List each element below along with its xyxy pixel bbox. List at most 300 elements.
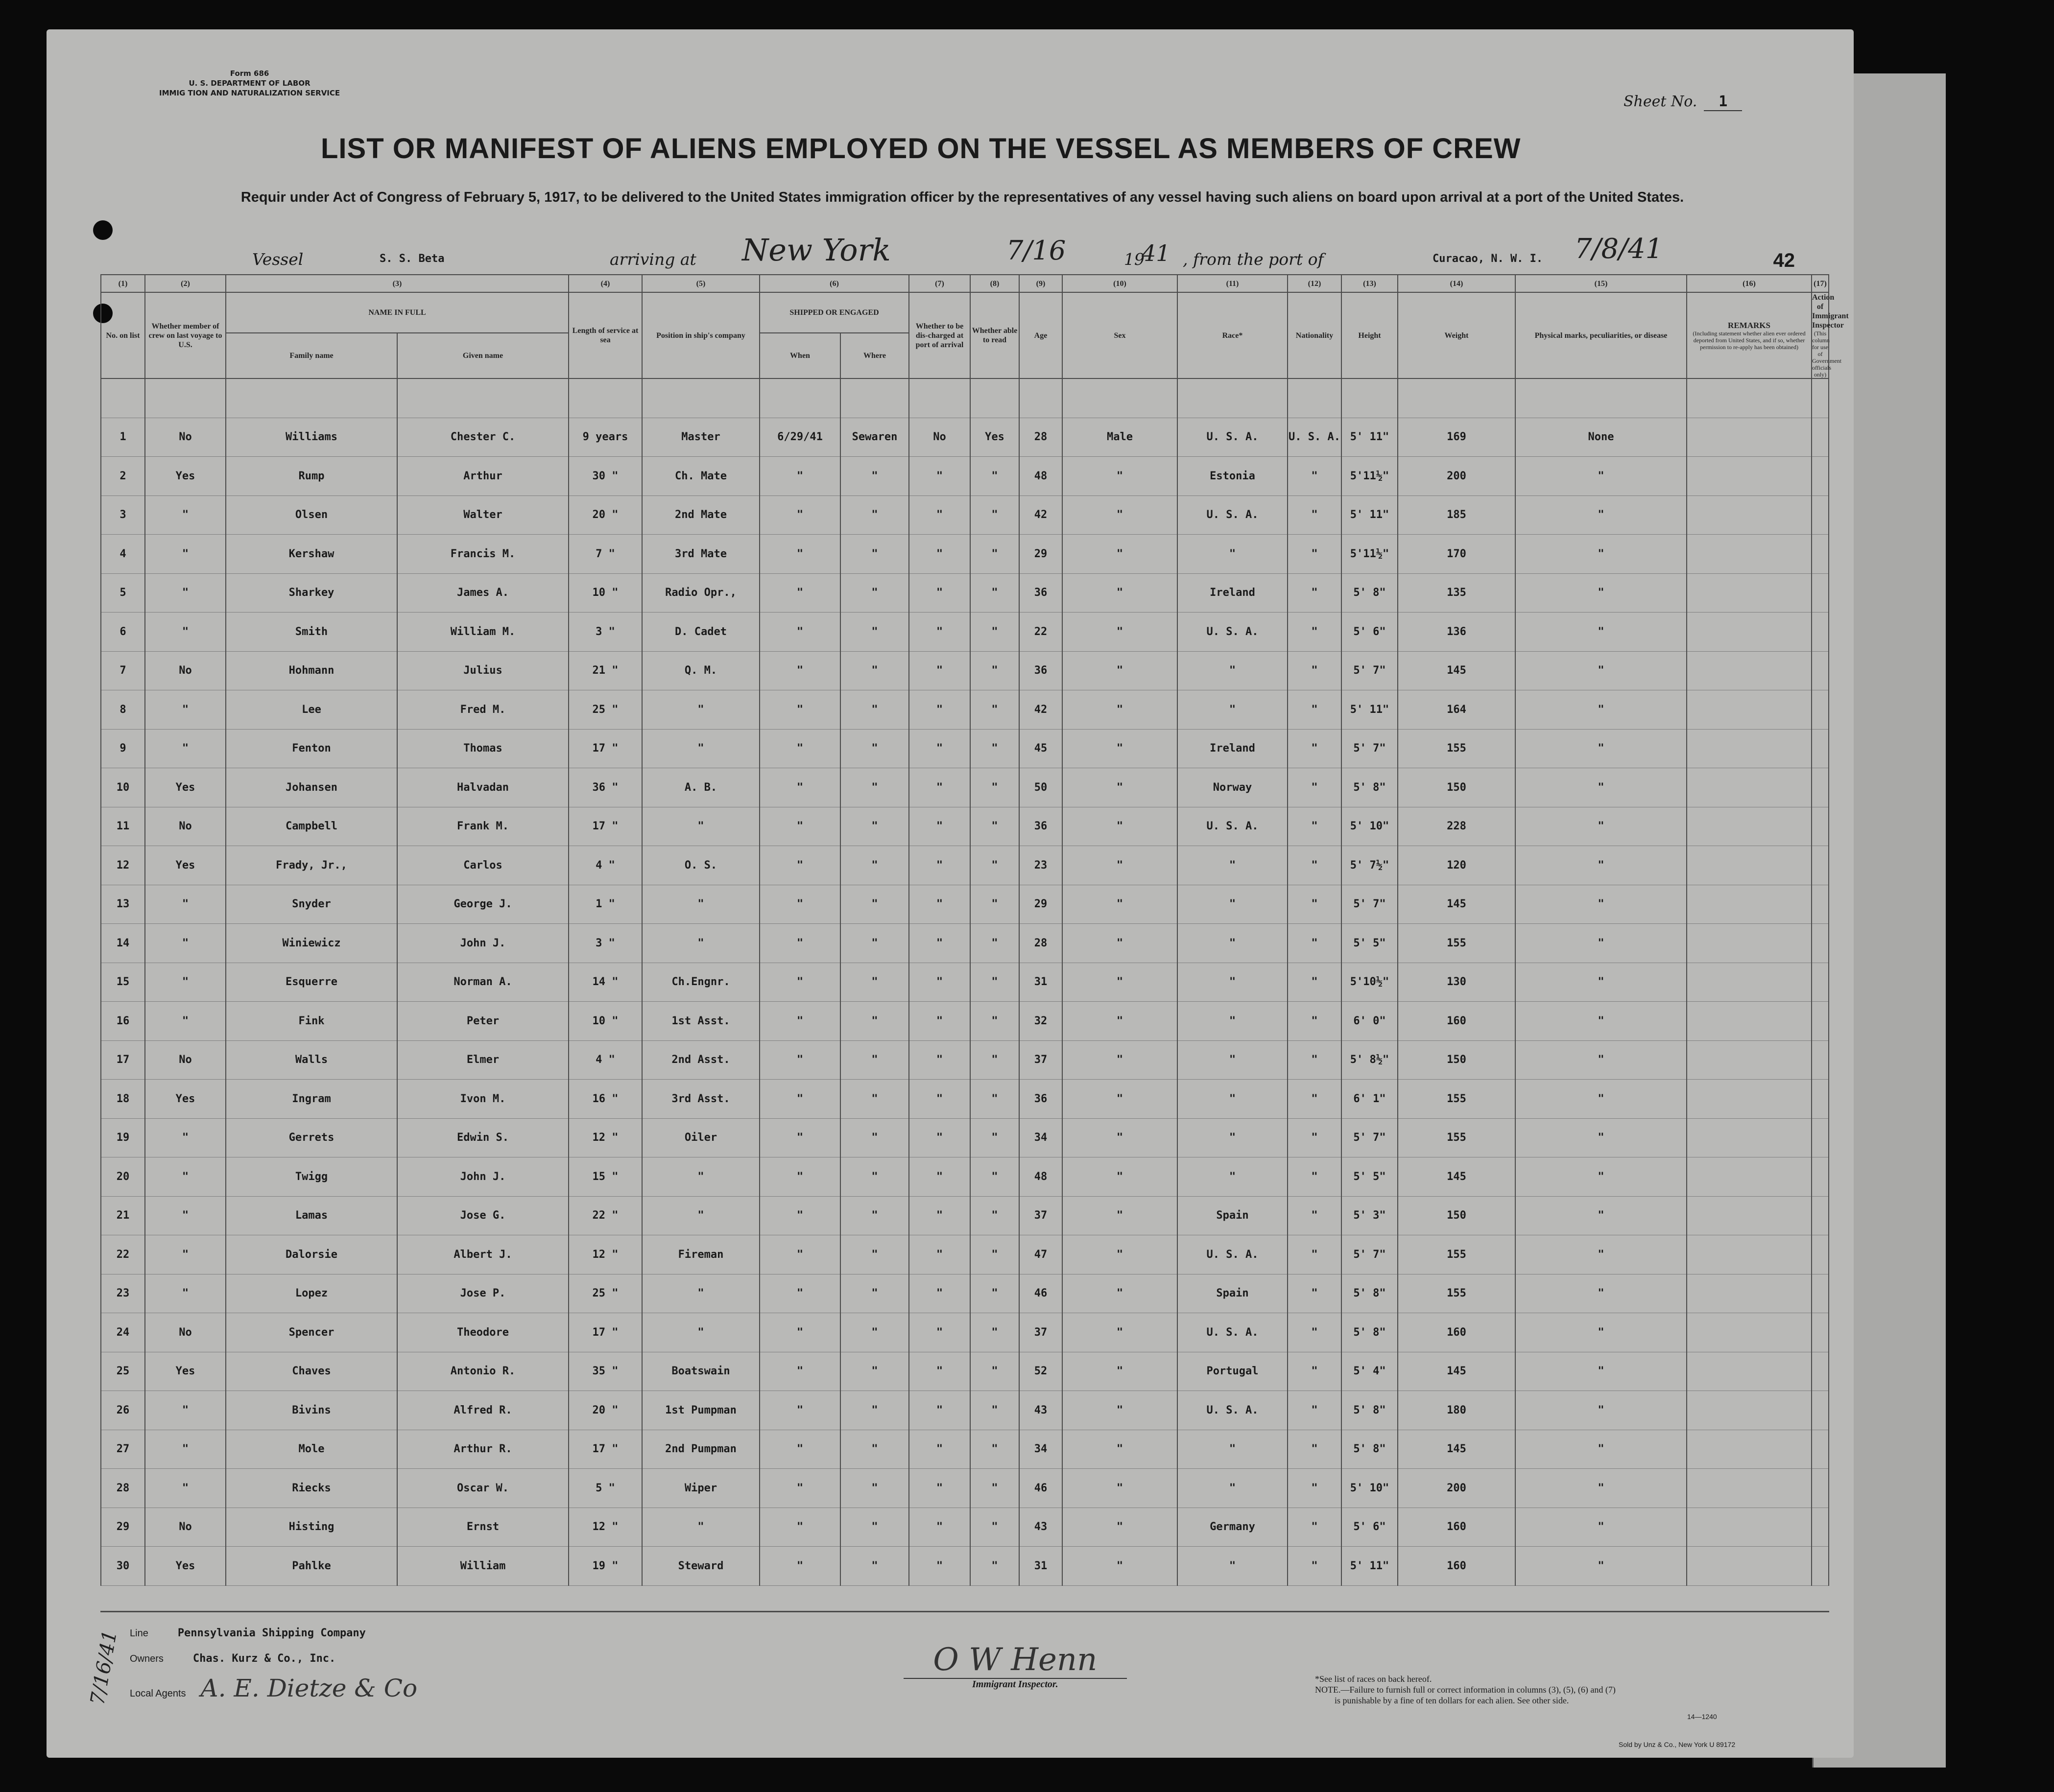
cell-age: 29 (1019, 535, 1062, 574)
cell-position: 3rd Mate (642, 535, 760, 574)
cell-disch: " (909, 573, 970, 613)
cell-family: Winiewicz (226, 924, 397, 963)
cell-given: Francis M. (397, 535, 569, 574)
cell-remarks (1687, 1508, 1812, 1547)
cell-marks: " (1515, 807, 1687, 846)
cell-position: Master (642, 418, 760, 457)
cell-nat: " (1288, 1080, 1341, 1119)
cell-read: " (970, 1235, 1019, 1274)
cell-length: 4 " (569, 1040, 642, 1080)
inspector-signature: O W Henn (933, 1642, 1098, 1678)
cell-length: 5 " (569, 1469, 642, 1508)
cell-family: Sharkey (226, 573, 397, 613)
cell-sex: " (1062, 457, 1177, 496)
cell-length: 3 " (569, 924, 642, 963)
cell-marks: " (1515, 1430, 1687, 1469)
cell-given: Norman A. (397, 963, 569, 1002)
table-row (101, 729, 1829, 768)
table-row (101, 1040, 1829, 1080)
cell-no: 30 (101, 1547, 145, 1586)
cell-given: Peter (397, 1002, 569, 1041)
cell-no: 12 (101, 846, 145, 885)
table-row (101, 1235, 1829, 1274)
crew-manifest-table (100, 274, 1849, 1586)
cell-no: 9 (101, 729, 145, 768)
cell-remarks (1687, 1080, 1812, 1119)
line-value: Pennsylvania Shipping Company (177, 1627, 366, 1639)
cell-marks: " (1515, 1157, 1687, 1197)
cell-when: " (760, 1469, 840, 1508)
cell-no: 24 (101, 1313, 145, 1352)
cell-last: " (145, 690, 226, 730)
crew-rows (101, 418, 1829, 1585)
cell-nat: " (1288, 1430, 1341, 1469)
cell-when: " (760, 535, 840, 574)
cell-length: 12 " (569, 1508, 642, 1547)
cell-weight: 160 (1398, 1313, 1515, 1352)
cell-last: No (145, 1040, 226, 1080)
cell-disch: " (909, 1080, 970, 1119)
cell-length: 12 " (569, 1118, 642, 1157)
cell-age: 42 (1019, 495, 1062, 535)
cell-read: " (970, 1157, 1019, 1197)
cell-last: " (145, 1002, 226, 1041)
cell-sex: " (1062, 1352, 1177, 1391)
cell-disch: " (909, 1313, 970, 1352)
cell-sex: " (1062, 651, 1177, 690)
cell-race: " (1177, 1040, 1288, 1080)
page-subtitle: Requir under Act of Congress of February 5, 1917, to be delivered to the United States immigration officer by the representatives of any vessel having such aliens on board upon arrival at a port of the United States. (240, 189, 1684, 205)
cell-height: 5' 7" (1341, 885, 1398, 924)
cell-race: " (1177, 1118, 1288, 1157)
cell-no: 13 (101, 885, 145, 924)
cell-remarks (1687, 1002, 1812, 1041)
cell-disch: " (909, 690, 970, 730)
department-name: U. S. DEPARTMENT OF LABOR (189, 79, 310, 88)
cell-disch: " (909, 535, 970, 574)
cell-read: " (970, 1313, 1019, 1352)
cell-position: Q. M. (642, 651, 760, 690)
cell-read: " (970, 651, 1019, 690)
cell-family: Lee (226, 690, 397, 730)
cell-remarks (1687, 573, 1812, 613)
cell-where: " (840, 1352, 909, 1391)
cell-height: 5' 7" (1341, 729, 1398, 768)
cell-length: 10 " (569, 573, 642, 613)
from-port: Curacao, N. W. I. (1433, 253, 1543, 265)
cell-family: Gerrets (226, 1118, 397, 1157)
cell-last: " (145, 1118, 226, 1157)
header-family-name: Family name (226, 333, 397, 378)
cell-no: 2 (101, 457, 145, 496)
cell-disch: " (909, 651, 970, 690)
cell-sex: " (1062, 613, 1177, 652)
cell-when: " (760, 1040, 840, 1080)
column-header-row (101, 292, 1829, 333)
arrival-date: 7/16 (1006, 235, 1066, 266)
cell-when: " (760, 1508, 840, 1547)
cell-nat: " (1288, 1157, 1341, 1197)
header-position: Position in ship's company (642, 292, 760, 378)
cell-height: 5' 7" (1341, 651, 1398, 690)
table-row (101, 535, 1829, 574)
cell-remarks (1687, 924, 1812, 963)
service-name: IMMIG TION AND NATURALIZATION SERVICE (159, 89, 340, 97)
cell-family: Mole (226, 1430, 397, 1469)
cell-disch: " (909, 1157, 970, 1197)
departure-date: 7/8/41 (1575, 233, 1663, 265)
cell-where: " (840, 1469, 909, 1508)
cell-length: 20 " (569, 495, 642, 535)
cell-age: 36 (1019, 1080, 1062, 1119)
cell-action (1812, 768, 1829, 807)
cell-remarks (1687, 768, 1812, 807)
cell-action (1812, 1352, 1829, 1391)
cell-family: Olsen (226, 495, 397, 535)
cell-marks: " (1515, 1080, 1687, 1119)
cell-family: Johansen (226, 768, 397, 807)
manifest-sheet (47, 29, 1854, 1758)
cell-when: " (760, 1391, 840, 1430)
cell-where: " (840, 1274, 909, 1313)
cell-height: 5' 11" (1341, 690, 1398, 730)
cell-read: " (970, 1391, 1019, 1430)
cell-family: Twigg (226, 1157, 397, 1197)
cell-read: " (970, 1508, 1019, 1547)
cell-read: " (970, 1547, 1019, 1586)
cell-nat: " (1288, 729, 1341, 768)
cell-where: " (840, 1391, 909, 1430)
cell-nat: " (1288, 535, 1341, 574)
cell-marks: " (1515, 768, 1687, 807)
cell-read: " (970, 807, 1019, 846)
cell-position: " (642, 885, 760, 924)
cell-remarks (1687, 729, 1812, 768)
table-row (101, 924, 1829, 963)
cell-no: 25 (101, 1352, 145, 1391)
cell-marks: " (1515, 1118, 1687, 1157)
cell-weight: 145 (1398, 1157, 1515, 1197)
cell-age: 32 (1019, 1002, 1062, 1041)
cell-race: Germany (1177, 1508, 1288, 1547)
cell-action (1812, 1274, 1829, 1313)
cell-given: Ivon M. (397, 1080, 569, 1119)
cell-height: 5' 8½" (1341, 1040, 1398, 1080)
cell-family: Lopez (226, 1274, 397, 1313)
table-row (101, 1118, 1829, 1157)
cell-when: " (760, 924, 840, 963)
agents-signature: A. E. Dietze & Co (200, 1674, 418, 1702)
cell-race: U. S. A. (1177, 1391, 1288, 1430)
cell-age: 28 (1019, 418, 1062, 457)
cell-when: " (760, 457, 840, 496)
cell-age: 47 (1019, 1235, 1062, 1274)
cell-last: Yes (145, 1080, 226, 1119)
cell-weight: 150 (1398, 768, 1515, 807)
cell-disch: " (909, 807, 970, 846)
header-action: Action of Immigrant Inspector (This column for use of Government officials only) (1812, 293, 1849, 378)
cell-age: 31 (1019, 963, 1062, 1002)
cell-no: 6 (101, 613, 145, 652)
cell-remarks (1687, 613, 1812, 652)
cell-marks: " (1515, 885, 1687, 924)
cell-position: Boatswain (642, 1352, 760, 1391)
cell-sex: " (1062, 1002, 1177, 1041)
arriving-label: arriving at (610, 250, 696, 269)
cell-given: Albert J. (397, 1235, 569, 1274)
cell-given: Frank M. (397, 807, 569, 846)
table-row (101, 1274, 1829, 1313)
cell-length: 25 " (569, 690, 642, 730)
cell-no: 11 (101, 807, 145, 846)
cell-given: Antonio R. (397, 1352, 569, 1391)
cell-race: " (1177, 963, 1288, 1002)
cell-nat: " (1288, 807, 1341, 846)
cell-where: " (840, 729, 909, 768)
cell-nat: " (1288, 1391, 1341, 1430)
cell-disch: " (909, 963, 970, 1002)
cell-action (1812, 1547, 1829, 1586)
cell-length: 15 " (569, 1157, 642, 1197)
cell-position: 2nd Asst. (642, 1040, 760, 1080)
cell-last: " (145, 885, 226, 924)
cell-marks: " (1515, 651, 1687, 690)
cell-disch: " (909, 1430, 970, 1469)
table-row (101, 846, 1829, 885)
cell-when: " (760, 613, 840, 652)
cell-age: 23 (1019, 846, 1062, 885)
cell-race: Ireland (1177, 729, 1288, 768)
table-row (101, 1508, 1829, 1547)
cell-nat: " (1288, 1274, 1341, 1313)
cell-height: 5'11½" (1341, 535, 1398, 574)
cell-family: Williams (226, 418, 397, 457)
cell-race: " (1177, 1430, 1288, 1469)
cell-position: Ch. Mate (642, 457, 760, 496)
cell-remarks (1687, 651, 1812, 690)
cell-sex: " (1062, 535, 1177, 574)
cell-height: 5' 11" (1341, 1547, 1398, 1586)
cell-weight: 155 (1398, 1274, 1515, 1313)
cell-race: U. S. A. (1177, 1313, 1288, 1352)
cell-no: 16 (101, 1002, 145, 1041)
cell-marks: " (1515, 1391, 1687, 1430)
cell-where: Sewaren (840, 418, 909, 457)
cell-disch: " (909, 457, 970, 496)
cell-last: Yes (145, 1547, 226, 1586)
cell-race: " (1177, 651, 1288, 690)
cell-when: " (760, 1547, 840, 1586)
cell-family: Fink (226, 1002, 397, 1041)
cell-action (1812, 1157, 1829, 1197)
cell-disch: " (909, 885, 970, 924)
cell-family: Snyder (226, 885, 397, 924)
cell-height: 5' 8" (1341, 1313, 1398, 1352)
cell-sex: " (1062, 1040, 1177, 1080)
cell-given: Oscar W. (397, 1469, 569, 1508)
cell-age: 29 (1019, 885, 1062, 924)
cell-weight: 145 (1398, 885, 1515, 924)
cell-when: " (760, 1002, 840, 1041)
cell-race: Portugal (1177, 1352, 1288, 1391)
cell-no: 18 (101, 1080, 145, 1119)
cell-last: " (145, 963, 226, 1002)
cell-read: " (970, 885, 1019, 924)
cell-race: Ireland (1177, 573, 1288, 613)
cell-family: Spencer (226, 1313, 397, 1352)
table-row (101, 1352, 1829, 1391)
form-code: 14—1240 (1687, 1713, 1717, 1721)
cell-length: 16 " (569, 1080, 642, 1119)
cell-nat: " (1288, 1547, 1341, 1586)
cell-when: " (760, 768, 840, 807)
cell-action (1812, 651, 1829, 690)
cell-position: " (642, 1196, 760, 1235)
cell-age: 52 (1019, 1352, 1062, 1391)
cell-action (1812, 729, 1829, 768)
cell-nat: " (1288, 768, 1341, 807)
cell-sex: " (1062, 1235, 1177, 1274)
cell-read: " (970, 1118, 1019, 1157)
table-row (101, 1313, 1829, 1352)
cell-race: Spain (1177, 1196, 1288, 1235)
cell-weight: 169 (1398, 418, 1515, 457)
form-header (159, 69, 340, 98)
cell-race: " (1177, 1547, 1288, 1586)
cell-marks: " (1515, 924, 1687, 963)
cell-no: 23 (101, 1274, 145, 1313)
sheet-number: 1 (1704, 93, 1742, 111)
cell-nat: " (1288, 1508, 1341, 1547)
cell-action (1812, 573, 1829, 613)
cell-length: 36 " (569, 768, 642, 807)
cell-position: 3rd Asst. (642, 1080, 760, 1119)
cell-height: 5' 10" (1341, 1469, 1398, 1508)
cell-no: 7 (101, 651, 145, 690)
cell-race: " (1177, 885, 1288, 924)
cell-marks: " (1515, 573, 1687, 613)
cell-read: " (970, 1352, 1019, 1391)
table-row (101, 573, 1829, 613)
header-remarks: REMARKS (Including statement whether alien ever ordered deported from United States, and if so, whether permission to re-apply has been obtained) (1687, 292, 1812, 378)
table-row (101, 963, 1829, 1002)
cell-action (1812, 846, 1829, 885)
cell-last: No (145, 1508, 226, 1547)
margin-date-note: 7/16/41 (86, 1628, 122, 1707)
cell-sex: " (1062, 807, 1177, 846)
cell-length: 4 " (569, 846, 642, 885)
cell-race: " (1177, 1002, 1288, 1041)
cell-length: 17 " (569, 807, 642, 846)
cell-where: " (840, 807, 909, 846)
cell-action (1812, 457, 1829, 496)
cell-remarks (1687, 1391, 1812, 1430)
cell-race: U. S. A. (1177, 495, 1288, 535)
cell-last: Yes (145, 457, 226, 496)
cell-length: 35 " (569, 1352, 642, 1391)
cell-no: 14 (101, 924, 145, 963)
cell-age: 36 (1019, 807, 1062, 846)
cell-read: " (970, 1274, 1019, 1313)
cell-family: Smith (226, 613, 397, 652)
cell-weight: 145 (1398, 651, 1515, 690)
cell-last: " (145, 1196, 226, 1235)
cell-read: " (970, 495, 1019, 535)
cell-where: " (840, 924, 909, 963)
cell-marks: " (1515, 1352, 1687, 1391)
cell-age: 34 (1019, 1118, 1062, 1157)
cell-no: 20 (101, 1157, 145, 1197)
cell-length: 1 " (569, 885, 642, 924)
cell-weight: 160 (1398, 1002, 1515, 1041)
cell-height: 5' 6" (1341, 613, 1398, 652)
cell-given: Carlos (397, 846, 569, 885)
cell-last: " (145, 1430, 226, 1469)
cell-action (1812, 1469, 1829, 1508)
cell-remarks (1687, 846, 1812, 885)
cell-length: 19 " (569, 1547, 642, 1586)
cell-length: 20 " (569, 1391, 642, 1430)
cell-position: O. S. (642, 846, 760, 885)
cell-read: Yes (970, 418, 1019, 457)
cell-when: " (760, 690, 840, 730)
cell-weight: 155 (1398, 1118, 1515, 1157)
cell-nat: " (1288, 690, 1341, 730)
cell-disch: " (909, 924, 970, 963)
cell-action (1812, 1313, 1829, 1352)
cell-age: 42 (1019, 690, 1062, 730)
cell-family: Fenton (226, 729, 397, 768)
from-port-label: , from the port of (1183, 250, 1324, 269)
cell-read: " (970, 1469, 1019, 1508)
cell-age: 22 (1019, 613, 1062, 652)
vessel-line (252, 232, 1795, 272)
cell-where: " (840, 963, 909, 1002)
cell-height: 5' 11" (1341, 418, 1398, 457)
cell-weight: 200 (1398, 1469, 1515, 1508)
cell-race: " (1177, 690, 1288, 730)
cell-position: Fireman (642, 1235, 760, 1274)
table-row (101, 1002, 1829, 1041)
cell-action (1812, 1235, 1829, 1274)
cell-last: " (145, 1274, 226, 1313)
cell-given: Thomas (397, 729, 569, 768)
cell-last: " (145, 535, 226, 574)
cell-race: Spain (1177, 1274, 1288, 1313)
punch-hole (93, 220, 113, 240)
cell-sex: " (1062, 1469, 1177, 1508)
cell-age: 48 (1019, 1157, 1062, 1197)
table-row (101, 495, 1829, 535)
cell-remarks (1687, 1196, 1812, 1235)
cell-sex: " (1062, 1391, 1177, 1430)
cell-marks: " (1515, 1235, 1687, 1274)
cell-given: Jose P. (397, 1274, 569, 1313)
cell-nat: " (1288, 1313, 1341, 1352)
cell-nat: " (1288, 1196, 1341, 1235)
cell-sex: " (1062, 924, 1177, 963)
cell-position: 1st Pumpman (642, 1391, 760, 1430)
cell-where: " (840, 1430, 909, 1469)
cell-sex: Male (1062, 418, 1177, 457)
cell-weight: 145 (1398, 1352, 1515, 1391)
cell-action (1812, 1002, 1829, 1041)
cell-position: Ch.Engnr. (642, 963, 760, 1002)
cell-when: " (760, 1235, 840, 1274)
cell-weight: 228 (1398, 807, 1515, 846)
cell-family: Campbell (226, 807, 397, 846)
cell-action (1812, 613, 1829, 652)
